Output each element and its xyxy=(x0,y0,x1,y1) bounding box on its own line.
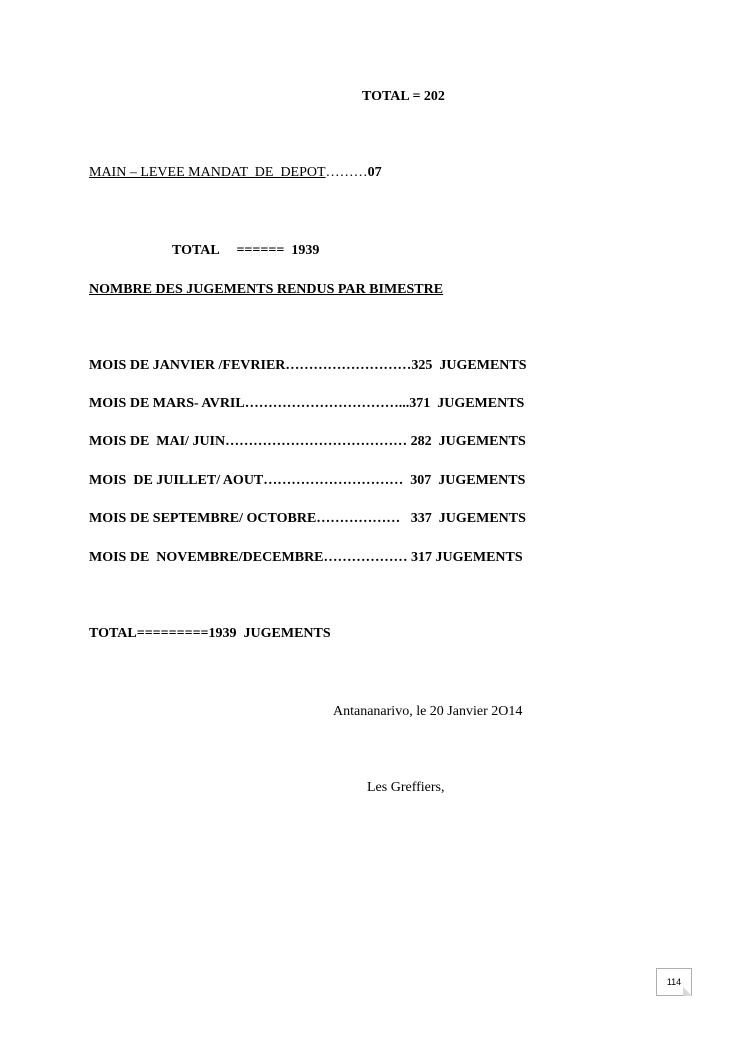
page-number: 114 xyxy=(666,977,682,987)
month-row-mar-apr: MOIS DE MARS- AVRIL……………………………...371 JUGEMENTS xyxy=(89,396,525,411)
main-levee-label: MAIN – LEVEE MANDAT DE DEPOT xyxy=(89,165,326,180)
main-levee-dots: ……… xyxy=(325,165,368,180)
main-levee-value: 07 xyxy=(367,165,382,180)
page-curl-icon xyxy=(683,987,692,996)
judgments-heading: NOMBRE DES JUGEMENTS RENDUS PAR BIMESTRE xyxy=(89,282,444,297)
month-row-sep-oct: MOIS DE SEPTEMBRE/ OCTOBRE……………… 337 JUGEMENTS xyxy=(89,511,526,526)
signature-line: Les Greffiers, xyxy=(367,780,445,795)
total-202-line: TOTAL = 202 xyxy=(362,89,445,104)
total-1939-line: TOTAL ====== 1939 xyxy=(172,243,320,258)
month-row-jan-feb: MOIS DE JANVIER /FEVRIER………………………325 JUGEMENTS xyxy=(89,358,527,373)
place-date: Antananarivo, le 20 Janvier 2O14 xyxy=(333,704,523,719)
month-row-jul-aug: MOIS DE JUILLET/ AOUT………………………… 307 JUGEMENTS xyxy=(89,473,526,488)
grand-total-line: TOTAL=========1939 JUGEMENTS xyxy=(89,626,331,641)
page-number-box xyxy=(656,968,692,996)
main-levee-line xyxy=(89,165,382,181)
month-row-nov-dec: MOIS DE NOVEMBRE/DECEMBRE……………… 317 JUGEMENTS xyxy=(89,550,523,565)
month-row-may-jun: MOIS DE MAI/ JUIN………………………………… 282 JUGEMENTS xyxy=(89,434,526,449)
